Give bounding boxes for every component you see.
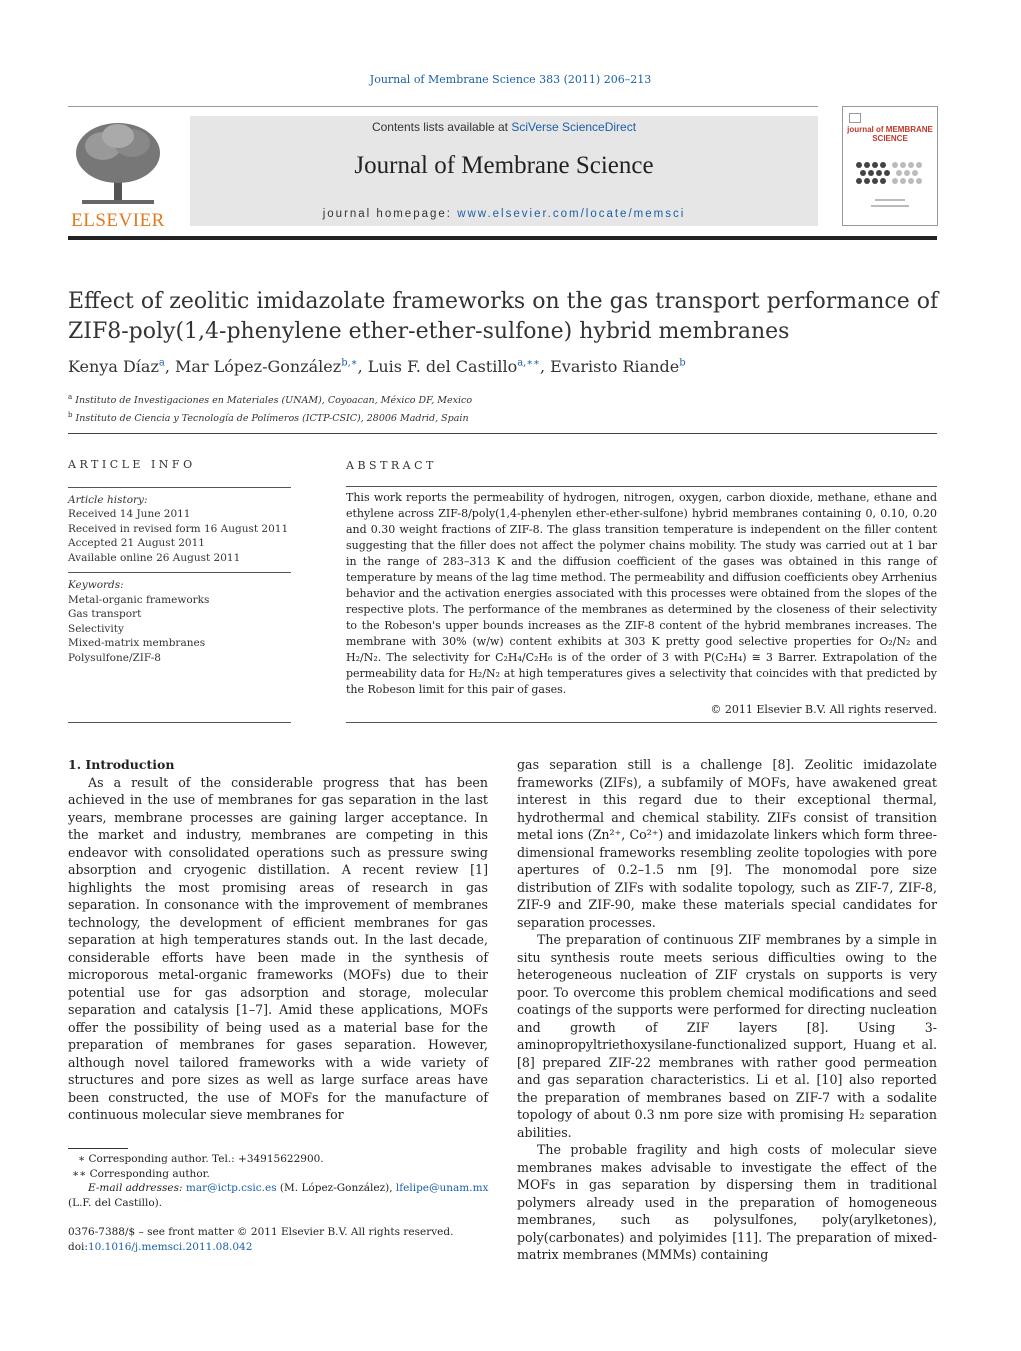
header-thick-rule [68, 236, 937, 240]
journal-citation[interactable]: Journal of Membrane Science 383 (2011) 206–213 [369, 73, 652, 86]
homepage-link[interactable]: www.elsevier.com/locate/memsci [457, 208, 686, 220]
author-name: Kenya Díaz [68, 357, 159, 376]
body-paragraph: The probable fragility and high costs of molecular sieve membranes makes advisable to investigate the effect of the MOFs in gas separation by dispersing them in traditional polymers already used in the preparation of homogeneous membranes, such as polysulfones, poly(arylketones), poly(carbonates) and polyimides [11]. The preparation of mixed-matrix membranes (MMMs) containing [517, 1142, 937, 1262]
abstract [346, 458, 937, 718]
keywords-rule [68, 572, 291, 573]
body-paragraph: gas separation still is a challenge [8]. Zeolitic imidazolate frameworks (ZIFs), a subfamily of MOFs, have awakened great interest in this regard due to their exceptional thermal, hydrothermal and chemical stability. ZIFs consist of transition metal ions (Zn²⁺, Co²⁺) and imidazolate linkers which form three-dimensional frameworks resembling zeolite topologies with pore apertures of 0.2–1.5 nm [9]. The monomodal pore size distribution of ZIFs with sodalite topology, such as ZIF-7, ZIF-8, ZIF-9 and ZIF-90, make these materials special candidates for separation processes. [517, 757, 937, 930]
cover-title: journal of MEMBRANE SCIENCE [847, 125, 933, 143]
body-column-right [517, 756, 937, 1264]
title-line: ZIF8-poly(1,4-phenylene ether-ether-sulfone) hybrid membranes [68, 319, 790, 344]
abstract-copyright: © 2011 Elsevier B.V. All rights reserved. [710, 703, 937, 716]
body-paragraph: As a result of the considerable progress that has been achieved in the use of membranes for gas separation in the last years, membrane processes are gaining larger acceptance. In the market and industry, membranes are competing in this endeavor with consolidated operations such as pressure swing absorption and cryogenic distillation. A recent review [1] highlights the most promising areas of research in gas separation. In consonance with the improvement of membranes technology, the development of efficient membranes for gas separation at high temperatures stands out. In the last decade, considerable efforts have been made in the synthesis of microporous metal-organic frameworks (MOFs) due to their potential use for gas adsorption and storage, molecular separation and catalysis [1–7]. Amid these applications, MOFs offer the possibility of being used as a material base for the preparation of membranes for gases separation. However, although novel tailored frameworks with a wide variety of structures and pore sizes as well as large surface areas have been constructed, the use of MOFs for the manufacture of continuous molecular sieve membranes for [68, 774, 488, 1122]
section-divider [68, 433, 937, 434]
abstract-top-rule [346, 486, 937, 487]
article-info-rule [68, 487, 291, 488]
article-info-bottom-rule [68, 722, 291, 723]
keyword: Selectivity [68, 622, 124, 635]
publisher-logo-text: ELSEVIER [71, 210, 165, 231]
author-affiliation-marker[interactable]: a,∗∗ [517, 357, 540, 369]
author-name: Mar López-González [175, 357, 342, 376]
author-name: Evaristo Riande [550, 357, 680, 376]
journal-title: Journal of Membrane Science [354, 152, 654, 179]
article-title [68, 287, 948, 347]
history-item: Available online 26 August 2011 [68, 551, 241, 564]
doi-link[interactable]: 10.1016/j.memsci.2011.08.042 [87, 1241, 253, 1253]
affiliation-marker: b [68, 411, 73, 420]
abstract-text: This work reports the permeability of hydrogen, nitrogen, oxygen, carbon dioxide, methane, ethane and ethylene across ZIF-8/poly(1,4-phenylen ether-ether-sulfone) hybrid membranes containing 0, 0.10, 0.20 and 0.30 weight fractions of ZIF-8. The glass transition temperature is independent on the filler content suggesting that the filler does not affect the polymer chains mobility. The study was carried out at 1 bar in the range of 283–313 K and the diffusion coefficient of the gases was obtained in this range of temperature by means of the lag time method. The permeability and diffusion coefficients obey Arrhenius behavior and the activation energies associated with this processes were obtained from the slopes of the respective plots. The performance of the membranes as determined by the closeness of their selectivity to the Robeson's upper bounds increases as the ZIF-8 content of the hybrid membranes increases. The membrane with 30% (w/w) content exhibits at 303 K pretty good selective properties for O₂/N₂ and H₂/N₂. The selectivity for C₂H₄/C₂H₆ is of the order of 3 with P(C₂H₄) ≅ 3 Barrer. Extrapolation of the permeability data for H₂/N₂ at high temperatures gives a selectivity that coincides with that predicted by the Robeson limit for this pair of gases. [346, 491, 937, 696]
author-affiliation-marker[interactable]: b [679, 357, 686, 369]
body-column-left [68, 756, 488, 1124]
author-affiliation-marker[interactable]: a [158, 357, 165, 369]
contents-prefix: Contents lists available at [371, 120, 512, 134]
doi-line [68, 1240, 498, 1255]
affiliation-marker: a [68, 393, 73, 401]
cover-text-line [875, 199, 905, 201]
history-label: Article history: [68, 493, 148, 506]
keyword: Mixed-matrix membranes [68, 637, 206, 649]
affiliation [68, 408, 768, 426]
cover-badge-icon [849, 113, 861, 123]
affiliation [68, 390, 768, 408]
issn-line: 0376-7388/$ – see front matter © 2011 Elsevier B.V. All rights reserved. [68, 1226, 454, 1238]
journal-homepage [190, 208, 818, 220]
footnotes [68, 1152, 498, 1210]
history-item: Accepted 21 August 2011 [68, 537, 205, 549]
publication-meta [68, 1225, 498, 1255]
title-line: Effect of zeolitic imidazolate frameworks on the gas transport performance of [68, 289, 939, 314]
contents-availability [190, 120, 818, 134]
header-rule [68, 106, 818, 107]
section-heading: 1. Introduction [68, 757, 175, 772]
abstract-bottom-rule [346, 722, 937, 723]
email-owner: (L.F. del Castillo). [68, 1196, 163, 1209]
homepage-prefix: journal homepage: [322, 208, 458, 220]
elsevier-tree-icon [68, 118, 168, 210]
author-name: Luis F. del Castillo [367, 357, 518, 376]
elsevier-logo[interactable] [68, 118, 168, 231]
affiliation-text: Instituto de Investigaciones en Materiales (UNAM), Coyoacan, México DF, Mexico [75, 395, 473, 407]
history-item: Received in revised form 16 August 2011 [68, 522, 289, 535]
corresponding-author-note: ∗ Corresponding author. Tel.: +34915622900. [78, 1153, 324, 1165]
sciencedirect-link[interactable]: SciVerse ScienceDirect [511, 120, 637, 134]
doi-prefix: doi: [68, 1241, 88, 1253]
affiliation-text: Instituto de Ciencia y Tecnología de Polímeros (ICTP-CSIC), 28006 Madrid, Spain [75, 413, 469, 425]
journal-cover-thumbnail[interactable] [842, 106, 938, 226]
author-affiliation-marker[interactable]: b,∗ [341, 357, 358, 369]
article-info-heading: ARTICLE INFO [68, 458, 196, 471]
keywords-label: Keywords: [68, 579, 124, 591]
article-info [68, 458, 291, 665]
journal-banner [190, 116, 818, 226]
email-label: E-mail addresses: [88, 1182, 183, 1194]
keyword: Metal-organic frameworks [68, 593, 210, 606]
keyword: Gas transport [68, 608, 142, 620]
molecule-graphic-icon [853, 157, 927, 189]
email-addresses [68, 1181, 498, 1196]
author-list: Kenya Díaz$^a$, Mar López-González$^{b,∗}$, Luis F. del Castillo$^{a,∗∗}$, Evaristo Riande$^b$ [68, 357, 686, 376]
email-link[interactable]: lfelipe@unam.mx [395, 1182, 489, 1194]
affiliations [68, 390, 768, 426]
email-owner: (M. López-González), [279, 1182, 393, 1194]
history-item: Received 14 June 2011 [68, 508, 191, 520]
corresponding-author-note: ∗∗ Corresponding author. [72, 1167, 210, 1180]
keyword: Polysulfone/ZIF-8 [68, 651, 161, 664]
abstract-heading: ABSTRACT [346, 459, 437, 472]
body-paragraph: The preparation of continuous ZIF membranes by a simple in situ synthesis route meets serious difficulties owing to the heterogeneous nucleation of ZIF crystals on supports is very poor. To overcome this problem chemical modifications and seed coatings of the supports were performed for directing nucleation and growth of ZIF layers [8]. Using 3-aminopropyltriethoxysilane-functionalized support, Huang et al. [8] prepared ZIF-22 membranes with rather good permeation and gas separation characteristics. Li et al. [10] also reported the preparation of membranes based on ZIF-7 with a sodalite topology of about 0.3 nm pore size with promising H₂ separation abilities. [517, 932, 937, 1140]
email-link[interactable]: mar@ictp.csic.es [185, 1182, 277, 1194]
cover-text-line [871, 205, 909, 207]
footnote-rule [68, 1148, 128, 1149]
